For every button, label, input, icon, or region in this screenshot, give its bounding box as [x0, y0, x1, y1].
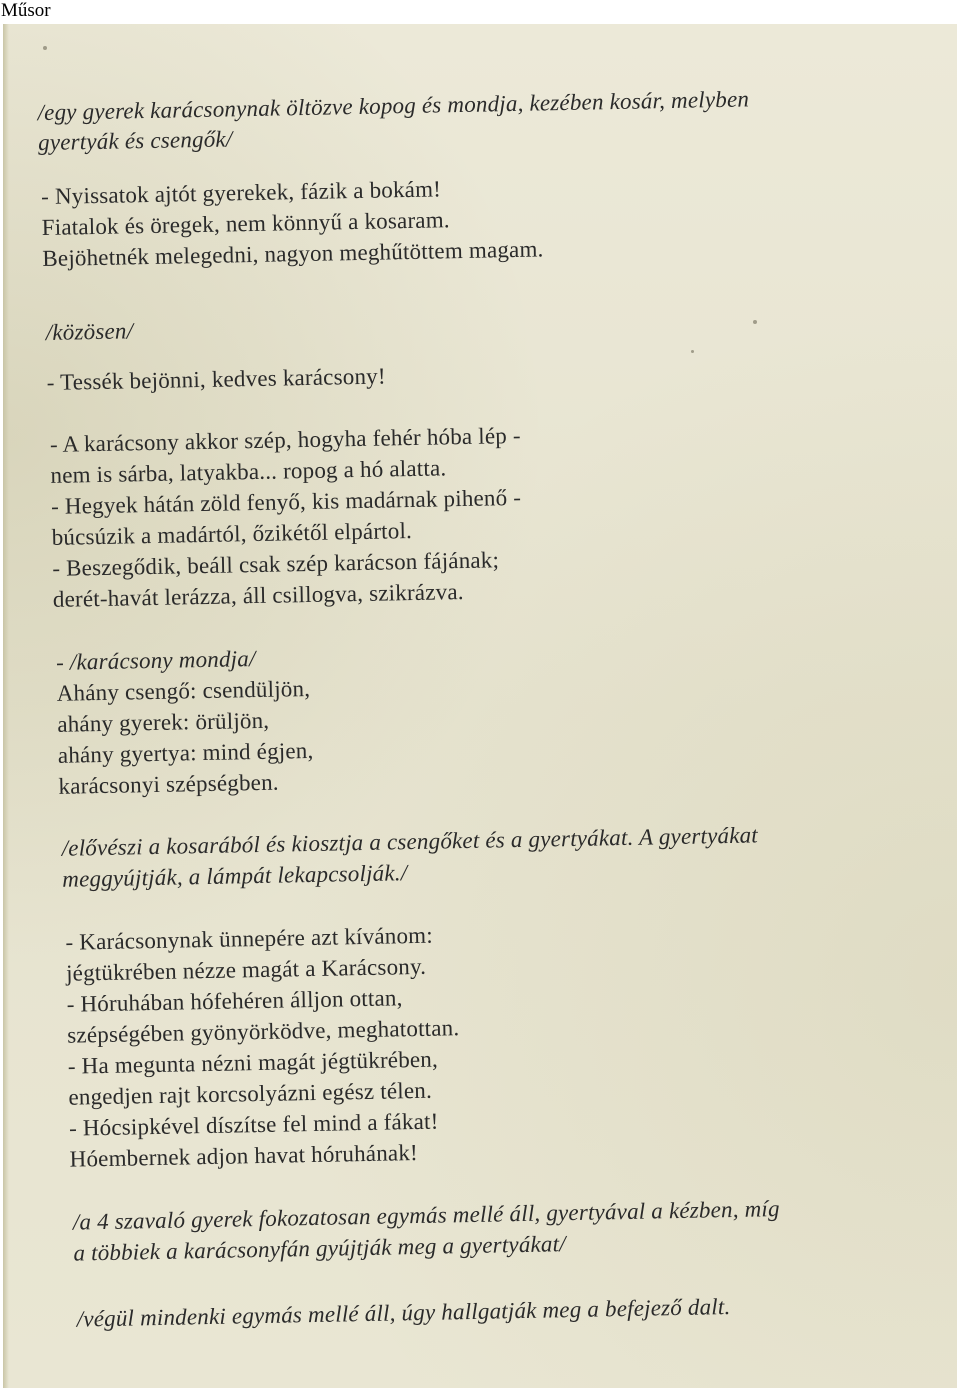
scan-speck — [691, 350, 694, 353]
verse-line: - Ha megunta nézni magát jégtükrében, — [67, 1046, 439, 1079]
verse-line: - Tessék bejönni, kedves karácsony! — [46, 363, 386, 395]
verse-line: ahány gyertya: mind égjen, — [57, 737, 314, 768]
stage-direction-line: /közösen/ — [45, 318, 134, 345]
stage-direction-line: - /karácsony mondja/ — [55, 646, 256, 675]
stage-direction-line: a többiek a karácsonyfán gyújtják meg a gyertyákat/ — [73, 1231, 567, 1266]
verse-line: ahány gyerek: örüljön, — [57, 707, 270, 737]
verse-line: karácsonyi szépségben. — [58, 769, 279, 799]
stage-direction-line: /egy gyerek karácsonynak öltözve kopog és mondja, kezében kosár, melyben — [37, 86, 750, 126]
stage-direction-line: /elővészi a kosarából és kiosztja a csengőket és a gyertyákat. A gyertyákat — [61, 822, 759, 861]
stage-direction-line: gyertyák és csengők/ — [37, 126, 233, 156]
verse-line: - A karácsony akkor szép, hogyha fehér hóba lép - — [49, 422, 521, 457]
verse-line: engedjen rajt korcsolyázni egész télen. — [68, 1077, 433, 1110]
scan-speck — [753, 320, 757, 324]
verse-line: nem is sárba, latyakba... ropog a hó alatta. — [50, 455, 447, 488]
verse-line: Fiatalok és öregek, nem könnyű a kosaram. — [41, 207, 450, 241]
page-edge-shadow — [3, 24, 9, 1388]
verse-line: Hóembernek adjon havat hóruhának! — [69, 1140, 419, 1172]
verse-line: - Beszegődik, beáll csak szép karácson fájának; — [52, 547, 500, 581]
verse-line: Bejöhetnék melegedni, nagyon meghűtöttem magam. — [42, 236, 544, 272]
verse-line: Ahány csengő: csendüljön, — [56, 675, 311, 706]
verse-line: - Hóruhában hófehéren álljon ottan, — [66, 985, 403, 1017]
verse-line: derét-havát lerázza, áll csillogva, szikrázva. — [52, 579, 464, 612]
verse-line: - Nyissatok ajtót gyerekek, fázik a bokám! — [40, 176, 442, 210]
stage-direction-line: meggyújtják, a lámpát lekapcsolják./ — [62, 860, 408, 892]
poem-text — [3, 24, 956, 1332]
scanned-page — [3, 24, 957, 1388]
verse-line: - Hócsipkével díszítse fel mind a fákat! — [68, 1108, 439, 1141]
verse-line: - Hegyek hátán zöld fenyő, kis madárnak pihenő - — [50, 484, 522, 519]
scan-speck — [43, 46, 47, 50]
stage-direction-line: /végül mindenki egymás mellé áll, úgy hallgatják meg a befejező dalt. — [76, 1294, 731, 1332]
verse-line: jégtükrében nézze magát a Karácsony. — [65, 953, 427, 986]
verse-line: búcsúzik a madártól, őzikétől elpártol. — [51, 518, 413, 550]
page-title: Műsor — [1, 0, 51, 21]
verse-line: - Karácsonynak ünnepére azt kívánom: — [65, 922, 434, 955]
stage-direction-line: /a 4 szavaló gyerek fokozatosan egymás mellé áll, gyertyával a kézben, míg — [72, 1196, 780, 1235]
verse-line: szépségében gyönyörködve, meghatottan. — [67, 1015, 460, 1048]
